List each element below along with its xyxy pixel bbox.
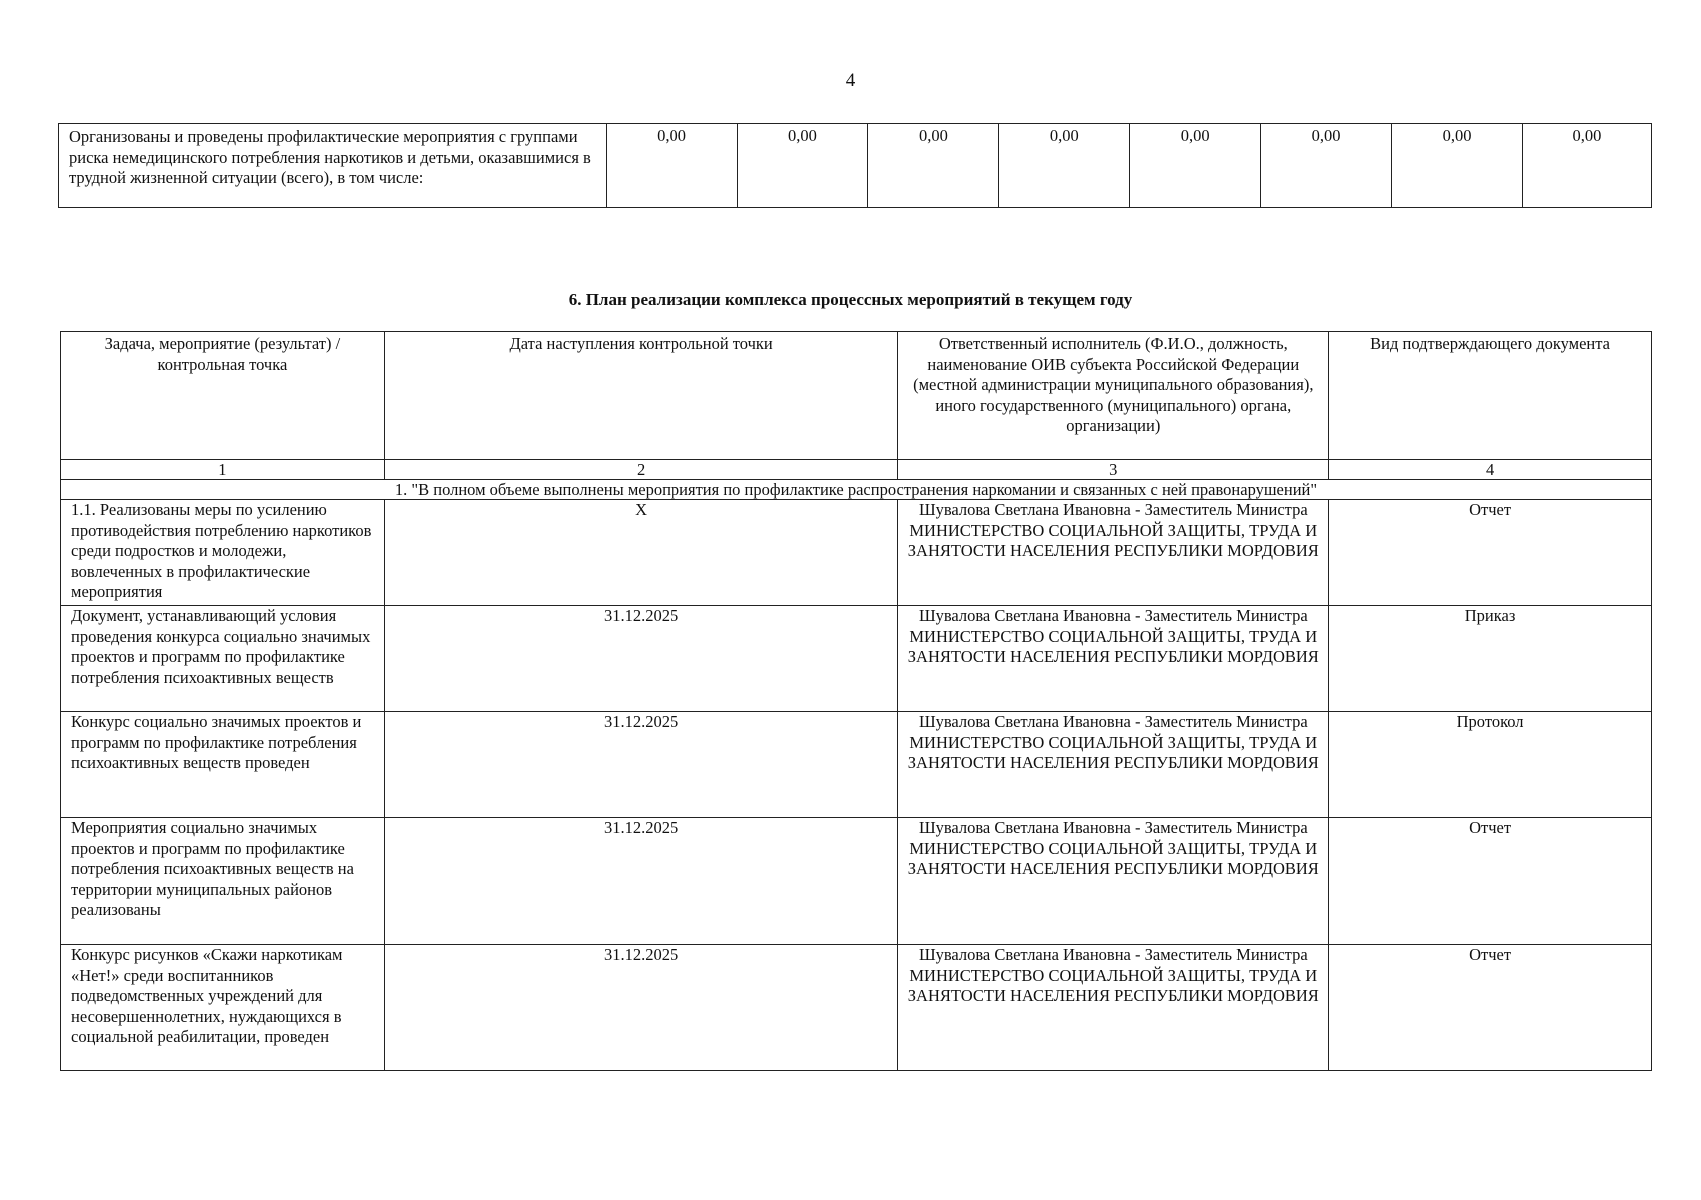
document-cell: Протокол [1329,712,1652,818]
date-cell: 31.12.2025 [384,712,898,818]
column-number: 4 [1329,460,1652,480]
header-task: Задача, мероприятие (результат) / контрольная точка [61,332,385,460]
financing-table [58,123,1652,208]
responsible-cell: Шувалова Светлана Ивановна - Заместитель Министра МИНИСТЕРСТВО СОЦИАЛЬНОЙ ЗАЩИТЫ, ТРУДА И ЗАНЯТОСТИ НАСЕЛЕНИЯ РЕСПУБЛИКИ МОРДОВИЯ [898,500,1329,606]
date-cell: 31.12.2025 [384,818,898,945]
value-cell: 0,00 [606,124,737,208]
task-cell: Конкурс социально значимых проектов и программ по профилактике потребления психоактивных веществ проведен [61,712,385,818]
date-cell: 31.12.2025 [384,606,898,712]
task-cell: 1.1. Реализованы меры по усилению противодействия потреблению наркотиков среди подростков и молодежи, вовлеченных в профилактические мероприятия [61,500,385,606]
value-cell: 0,00 [1392,124,1523,208]
document-cell: Приказ [1329,606,1652,712]
document-cell: Отчет [1329,945,1652,1071]
table-row [61,712,1652,818]
table-row [59,124,1652,208]
task-cell: Мероприятия социально значимых проектов и программ по профилактике потребления психоактивных веществ на территории муниципальных районов реализованы [61,818,385,945]
responsible-cell: Шувалова Светлана Ивановна - Заместитель Министра МИНИСТЕРСТВО СОЦИАЛЬНОЙ ЗАЩИТЫ, ТРУДА И ЗАНЯТОСТИ НАСЕЛЕНИЯ РЕСПУБЛИКИ МОРДОВИЯ [898,818,1329,945]
date-cell: X [384,500,898,606]
table-row [61,606,1652,712]
value-cell: 0,00 [1130,124,1261,208]
value-cell: 0,00 [1261,124,1392,208]
document-cell: Отчет [1329,500,1652,606]
date-cell: 31.12.2025 [384,945,898,1071]
table-row [61,945,1652,1071]
header-row [61,332,1652,460]
task-title-row [61,480,1652,500]
responsible-cell: Шувалова Светлана Ивановна - Заместитель Министра МИНИСТЕРСТВО СОЦИАЛЬНОЙ ЗАЩИТЫ, ТРУДА И ЗАНЯТОСТИ НАСЕЛЕНИЯ РЕСПУБЛИКИ МОРДОВИЯ [898,945,1329,1071]
page-number: 4 [845,70,856,91]
value-cell: 0,00 [1522,124,1651,208]
header-date: Дата наступления контрольной точки [384,332,898,460]
responsible-cell: Шувалова Светлана Ивановна - Заместитель Министра МИНИСТЕРСТВО СОЦИАЛЬНОЙ ЗАЩИТЫ, ТРУДА И ЗАНЯТОСТИ НАСЕЛЕНИЯ РЕСПУБЛИКИ МОРДОВИЯ [898,712,1329,818]
value-cell: 0,00 [737,124,868,208]
header-responsible: Ответственный исполнитель (Ф.И.О., должность, наименование ОИВ субъекта Российской Федерации (местной администрации муниципального образования), иного государственного (муниципального) органа, организации) [898,332,1329,460]
task-cell: Конкурс рисунков «Скажи наркотикам «Нет!» среди воспитанников подведомственных учреждений для несовершеннолетних, нуждающихся в социальной реабилитации, проведен [61,945,385,1071]
column-numbers-row [61,460,1652,480]
column-number: 3 [898,460,1329,480]
responsible-cell: Шувалова Светлана Ивановна - Заместитель Министра МИНИСТЕРСТВО СОЦИАЛЬНОЙ ЗАЩИТЫ, ТРУДА И ЗАНЯТОСТИ НАСЕЛЕНИЯ РЕСПУБЛИКИ МОРДОВИЯ [898,606,1329,712]
column-number: 1 [61,460,385,480]
section-title: 6. План реализации комплекса процессных мероприятий в текущем году [568,290,1133,309]
table-row [61,500,1652,606]
document-cell: Отчет [1329,818,1652,945]
task-cell: Документ, устанавливающий условия проведения конкурса социально значимых проектов и программ по профилактике потребления психоактивных веществ [61,606,385,712]
table-row [61,818,1652,945]
task-title: 1. "В полном объеме выполнены мероприятия по профилактике распространения наркомании и связанных с ней правонарушений" [61,480,1652,500]
plan-table [60,331,1652,1071]
value-cell: 0,00 [868,124,999,208]
row-description: Организованы и проведены профилактические мероприятия с группами риска немедицинского потребления наркотиков и детьми, оказавшимися в трудной жизненной ситуации (всего), в том числе: [59,124,607,208]
header-document: Вид подтверждающего документа [1329,332,1652,460]
column-number: 2 [384,460,898,480]
value-cell: 0,00 [999,124,1130,208]
